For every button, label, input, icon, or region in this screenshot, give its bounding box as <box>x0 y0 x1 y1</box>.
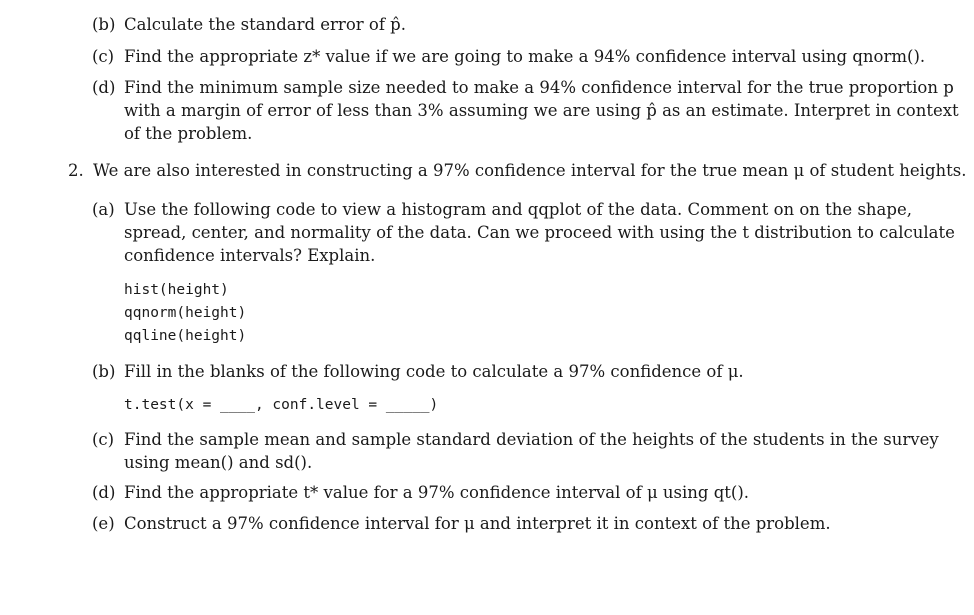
item-text-1d-line2: with a margin of error of less than 3% assuming we are using p̂ as an estimate. Interpret in context <box>124 101 959 120</box>
item-label-1d: (d) <box>92 78 116 97</box>
item-label-2c: (c) <box>92 430 115 449</box>
item-label-2e: (e) <box>92 514 115 533</box>
question-text-2: We are also interested in constructing a 97% confidence interval for the true mean μ of student heights. <box>93 161 967 180</box>
item-text-2c-line1: Find the sample mean and sample standard deviation of the heights of the students in the survey <box>124 430 939 449</box>
code-line-ttest: t.test(x = ____, conf.level = _____) <box>124 397 439 413</box>
item-text-2e: Construct a 97% confidence interval for μ and interpret it in context of the problem. <box>124 514 831 533</box>
item-text-2a-line3: confidence intervals? Explain. <box>124 246 376 265</box>
item-text-1d-line3: of the problem. <box>124 124 253 143</box>
item-text-1c: Find the appropriate z* value if we are going to make a 94% confidence interval using qnorm(). <box>124 47 926 66</box>
code-line-hist: hist(height) <box>124 282 229 298</box>
code-line-qqline: qqline(height) <box>124 328 247 344</box>
item-label-1b: (b) <box>92 15 116 34</box>
item-text-2a-line1: Use the following code to view a histogram and qqplot of the data. Comment on on the shape, <box>124 200 912 219</box>
item-text-2d: Find the appropriate t* value for a 97% confidence interval of μ using qt(). <box>124 483 750 502</box>
item-text-2a-line2: spread, center, and normality of the data. Can we proceed with using the t distribution to calculate <box>124 223 955 242</box>
item-text-1b: Calculate the standard error of p̂. <box>124 15 406 34</box>
item-text-2b: Fill in the blanks of the following code to calculate a 97% confidence of μ. <box>124 362 744 381</box>
code-line-qqnorm: qqnorm(height) <box>124 305 247 321</box>
item-label-2d: (d) <box>92 483 116 502</box>
question-number-2: 2. <box>68 161 84 180</box>
item-text-2c-line2: using mean() and sd(). <box>124 453 313 472</box>
item-label-1c: (c) <box>92 47 115 66</box>
item-label-2a: (a) <box>92 200 115 219</box>
item-text-1d-line1: Find the minimum sample size needed to make a 94% confidence interval for the true proportion p <box>124 78 954 97</box>
item-label-2b: (b) <box>92 362 116 381</box>
